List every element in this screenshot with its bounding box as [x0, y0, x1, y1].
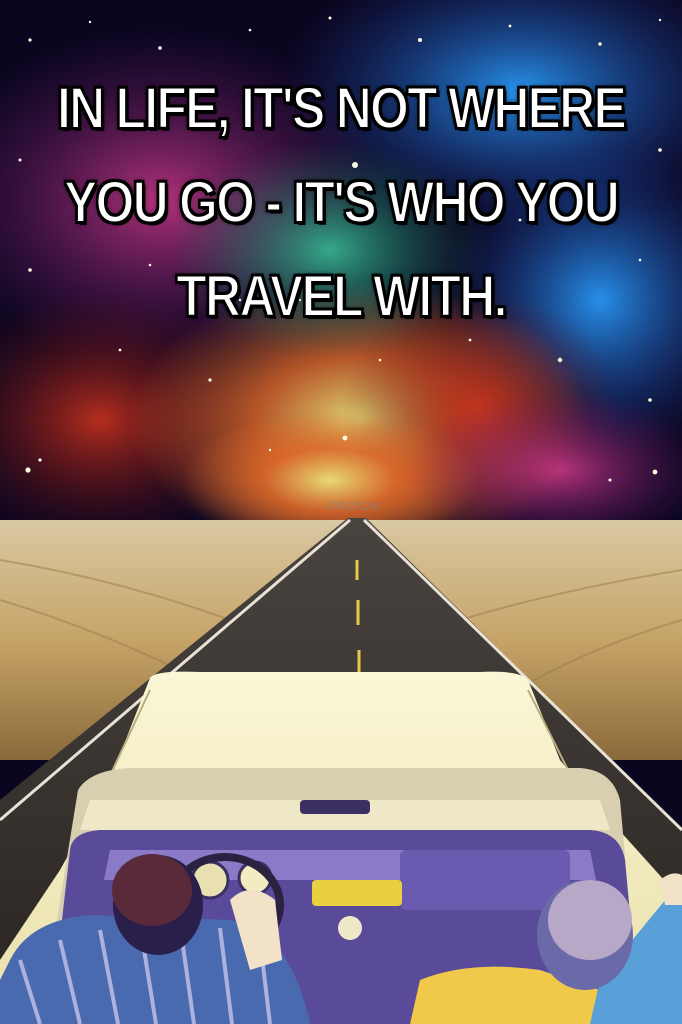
watermark: ORIZION: [326, 499, 380, 513]
quote-line-2: YOU GO - IT'S WHO YOU: [63, 170, 619, 235]
quote-caption: [48, 62, 635, 344]
quote-line-3: TRAVEL WITH.: [176, 264, 506, 329]
quote-line-1: IN LIFE, IT'S NOT WHERE: [56, 76, 626, 141]
